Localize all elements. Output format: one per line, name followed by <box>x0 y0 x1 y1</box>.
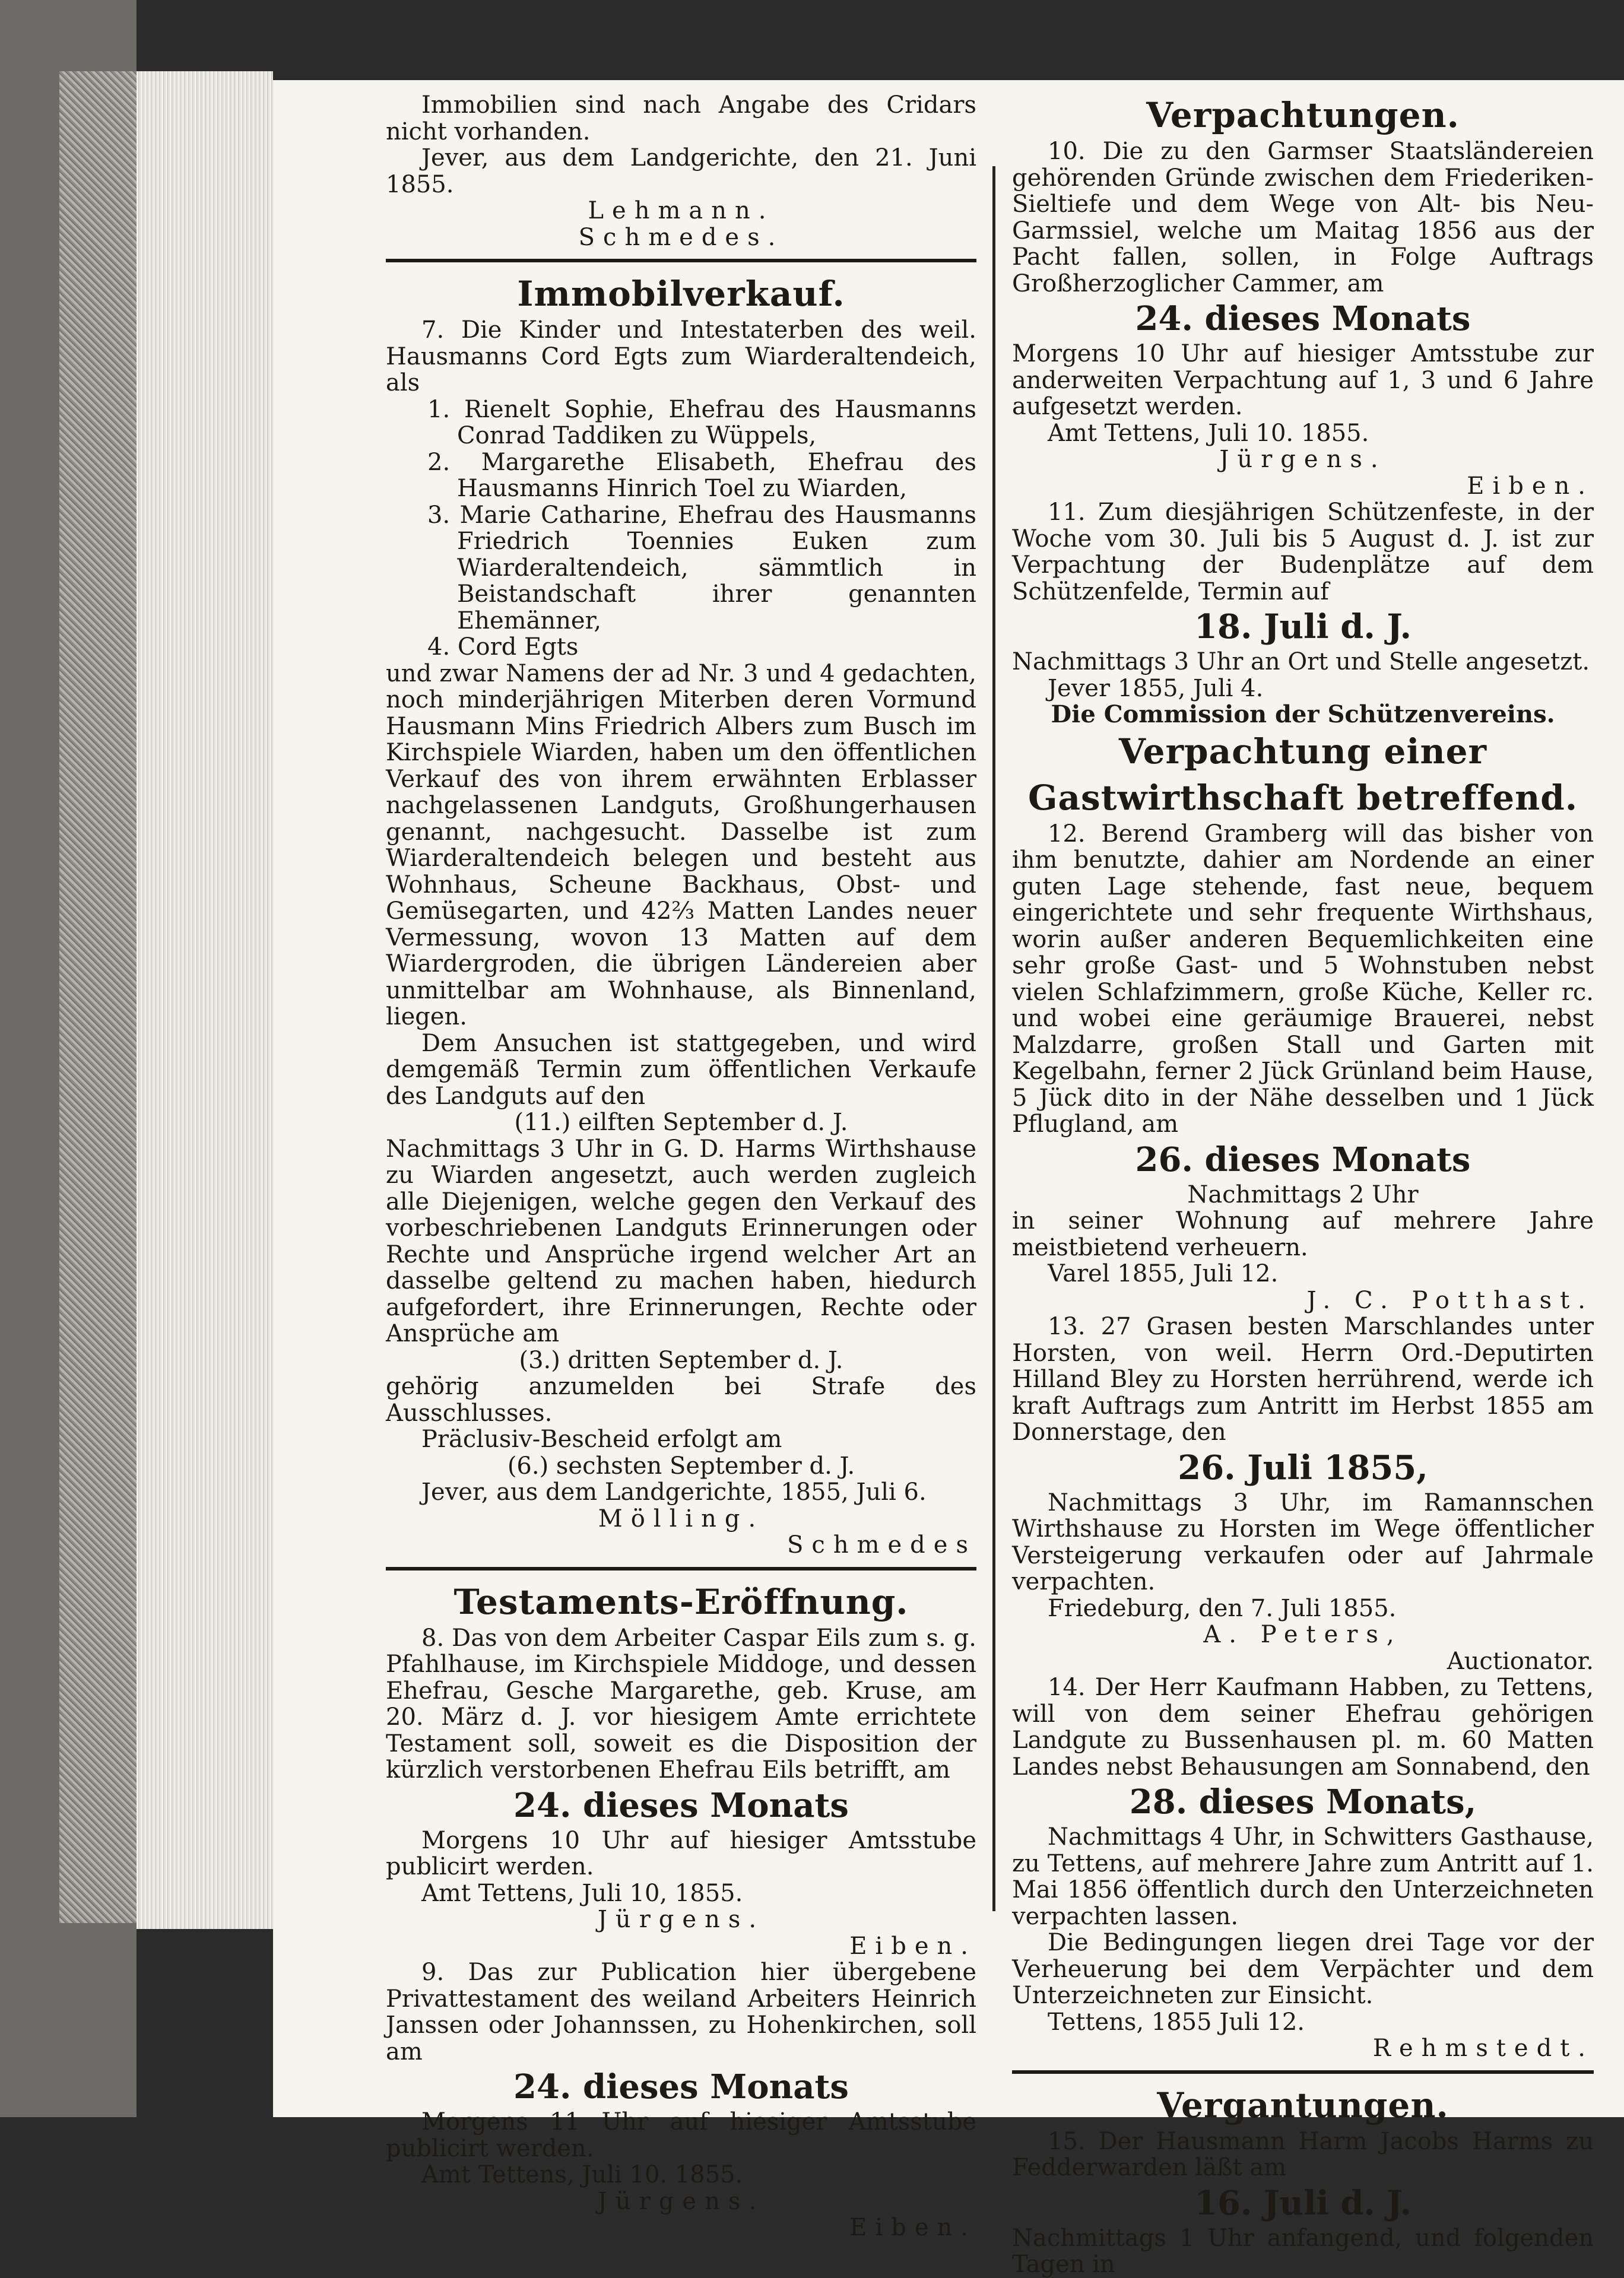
date-line: 28. dieses Monats, <box>1129 1782 1477 1822</box>
paragraph: Nachmittags 4 Uhr, in Schwitters Gasthause, zu Tettens, auf mehrere Jahre zum Antritt auf 1. Mai 1856 öffentlich durch den Unterzeichneten verpachten lassen. <box>1012 1823 1594 1930</box>
paragraph: 7. Die Kinder und Intestaterben des weil. Hausmanns Cord Egts zum Wiarderaltendeich, als <box>386 316 976 396</box>
section-rule <box>1012 2070 1594 2074</box>
signature: Die Commission der Schützenvereins. <box>1051 700 1555 728</box>
paragraph: 13. 27 Grasen besten Marschlandes unter Horsten, von weil. Herrn Ord.-Deputirten Hilland Bley zu Horsten herrührend, werde ich kraft Auftrags zum Antritt im Herbst 1855 am Donnerstage, den <box>1012 1313 1594 1446</box>
signature-title: Auctionator. <box>1447 1647 1594 1675</box>
paragraph: 10. Die zu den Garmser Staatsländereien gehörenden Gründe zwischen dem Friederiken-Sieltiefe und dem Wege von Alt- bis Neu-Garmssiel, welche um Maitag 1856 aus der Pacht fallen, sollen, in Folge Auftrags Großherzoglicher Cammer, am <box>1012 138 1594 297</box>
paragraph: Die Bedingungen liegen drei Tage vor der Verheuerung bei dem Verpächter und dem Unterzeichneten zur Einsicht. <box>1012 1929 1594 2009</box>
section-heading: Immobilverkauf. <box>517 274 845 314</box>
place-date: Tettens, 1855 Juli 12. <box>1048 2008 1305 2036</box>
date-line: 24. dieses Monats <box>513 2067 849 2106</box>
paragraph: Dem Ansuchen ist stattgegeben, und wird demgemäß Termin zum öffentlichen Verkaufe des Landguts auf den <box>386 1029 976 1110</box>
paragraph: und zwar Namens der ad Nr. 3 und 4 gedachten, noch minderjährigen Miterben deren Vormund Hausmann Mins Friedrich Albers zum Busch im Kirchspiele Wiarden, haben um den öffentlichen Verkauf des von ihrem erwähnten Erblasser nachgelassenen Landguts, Großhungerhausen genannt, nachgesucht. Dasselbe ist zum Wiarderaltendeich belegen und besteht aus Wohnhaus, Scheune Backhaus, Obst- und Gemüsegarten, und 42⅔ Matten Landes neuer Vermessung, wovon 13 Matten auf dem Wiardergroden, die übrigen Ländereien aber unmittelbar am Wohnhause, als Binnenland, liegen. <box>386 659 976 1030</box>
signature: Schmedes. <box>578 223 784 251</box>
paragraph: 14. Der Herr Kaufmann Habben, zu Tettens, will von dem seiner Ehefrau gehörigen Landgute zu Bussenhausen pl. m. 60 Matten Landes nebst Behausungen am Sonnabend, den <box>1012 1674 1594 1781</box>
place-date: Amt Tettens, Juli 10, 1855. <box>421 1879 743 1907</box>
signature: J. C. Potthast. <box>1306 1286 1594 1314</box>
left-column <box>386 92 976 2241</box>
section-heading: Verpachtung einer Gastwirthschaft betreffend. <box>1027 731 1578 818</box>
paragraph: Nachmittags 3 Uhr, im Ramannschen Wirthshause zu Horsten im Wege öffentlicher Versteigerung verkaufen oder auf Jahrmale verpachten. <box>1012 1489 1594 1595</box>
date-line: (6.) sechsten September d. J. <box>507 1452 855 1480</box>
date-line: 24. dieses Monats <box>1135 299 1471 338</box>
right-column <box>1012 92 1594 2278</box>
intro-text: Immobilien sind nach Angabe des Cridars nicht vorhanden. <box>386 91 976 145</box>
date-line: (11.) eilften September d. J. <box>514 1109 848 1136</box>
paragraph: gehörig anzumelden bei Strafe des Ausschlusses. <box>386 1373 976 1427</box>
paragraph: Morgens 10 Uhr auf hiesiger Amtsstube publicirt werden. <box>386 1826 976 1880</box>
signature: Rehmstedt. <box>1372 2035 1594 2062</box>
signature: Mölling. <box>598 1505 765 1533</box>
signature: Jürgens. <box>597 1906 765 1933</box>
date-line: 18. Juli d. J. <box>1194 607 1412 646</box>
place-date: Friedeburg, den 7. Juli 1855. <box>1048 1594 1397 1622</box>
paragraph: 9. Das zur Publication hier übergebene Privattestament des weiland Arbeiters Heinrich Janssen oder Johannssen, zu Hohenkirchen, soll am <box>386 1959 976 2066</box>
paragraph: Nachmittags 3 Uhr an Ort und Stelle angesetzt. <box>1012 648 1590 675</box>
intro-place-date: Jever, aus dem Landgerichte, den 21. Juni 1855. <box>386 144 976 198</box>
paragraph: in seiner Wohnung auf mehrere Jahre meistbietend verheuern. <box>1012 1207 1594 1261</box>
place-date: Varel 1855, Juli 12. <box>1048 1260 1279 1287</box>
place-date: Amt Tettens, Juli 10. 1855. <box>1048 419 1369 447</box>
date-line: 26. dieses Monats <box>1135 1140 1471 1179</box>
date-line: (3.) dritten September d. J. <box>519 1346 843 1374</box>
date-line: 24. dieses Monats <box>513 1785 849 1825</box>
place-date: Amt Tettens, Juli 10. 1855. <box>421 2161 743 2188</box>
place-date: Jever 1855, Juli 4. <box>1048 674 1264 702</box>
paragraph: Nachmittags 3 Uhr in G. D. Harms Wirthshause zu Wiarden angesetzt, auch werden zugleich alle Diejenigen, welche gegen den Verkauf des vorbeschriebenen Landguts Erinnerungen oder Rechte und Ansprüche irgend welcher Art an dasselbe geltend zu machen haben, hiedurch aufgefordert, ihre Erinnerungen, Rechte oder Ansprüche am <box>386 1135 976 1347</box>
signature: A. Peters, <box>1203 1621 1403 1648</box>
paragraph: Morgens 10 Uhr auf hiesiger Amtsstube zur anderweiten Verpachtung auf 1, 3 und 6 Jahre aufgesetzt werden. <box>1012 340 1594 420</box>
list-item: 4. Cord Egts <box>427 633 579 661</box>
signature: Jürgens. <box>1219 446 1387 473</box>
list-item: 3. Marie Catharine, Ehefrau des Hausmanns Friedrich Toennies Euken zum Wiarderaltendeich, sämmtlich in Beistandschaft ihrer genannten Ehemänner, <box>427 501 976 634</box>
date-line: 16. Juli d. J. <box>1194 2183 1412 2223</box>
place-date: Jever, aus dem Landgerichte, 1855, Juli 6. <box>421 1479 927 1506</box>
signature: Eiben. <box>1467 472 1594 500</box>
column-divider <box>992 166 995 1911</box>
paragraph: 11. Zum diesjährigen Schützenfeste, in der Woche vom 30. Juli bis 5 August d. J. ist zur Verpachtung der Budenplätze auf dem Schützenfelde, Termin auf <box>1012 499 1594 605</box>
marbled-board <box>59 71 137 1923</box>
paragraph: Morgens 11 Uhr auf hiesiger Amtsstube publicirt werden. <box>386 2108 976 2162</box>
signature: Eiben. <box>849 2214 976 2241</box>
paragraph: 15. Der Hausmann Harm Jacobs Harms zu Fedderwarden läßt am <box>1012 2127 1594 2181</box>
paragraph: 12. Berend Gramberg will das bisher von ihm benutzte, dahier am Nordende an einer guten Lage stehende, fast neue, bequem eingerichtete und sehr frequente Wirthshaus, worin außer anderen Bequemlichkeiten eine sehr große Gast- und 5 Wohnstuben nebst vielen Schlafzimmern, große Küche, Keller rc. und wobei eine geräumige Brauerei, nebst Malzdarre, großen Stall und Garten mit Kegelbahn, ferner 2 Jück Grünland beim Hause, 5 Jück dito in der Nähe desselben und 1 Jück Pflugland, am <box>1012 820 1594 1138</box>
signature: Lehmann. <box>588 197 775 224</box>
list-item: 2. Margarethe Elisabeth, Ehefrau des Hausmanns Hinrich Toel zu Wiarden, <box>427 448 976 502</box>
section-heading: Testaments-Eröffnung. <box>453 1581 909 1622</box>
section-heading: Vergantungen. <box>1157 2085 1449 2125</box>
paragraph: Präclusiv-Bescheid erfolgt am <box>421 1426 782 1453</box>
time-line: Nachmittags 2 Uhr <box>1187 1181 1419 1208</box>
signature: Jürgens. <box>597 2187 765 2215</box>
paragraph: 8. Das von dem Arbeiter Caspar Eils zum s. g. Pfahlhause, im Kirchspiele Middoge, und dessen Ehefrau, Gesche Margarethe, geb. Kruse, am 20. März d. J. vor hiesigem Amte errichtete Testament soll, soweit es die Disposition der kürzlich verstorbenen Ehefrau Eils betrifft, am <box>386 1624 976 1784</box>
date-line: 26. Juli 1855, <box>1178 1448 1428 1487</box>
section-heading: Verpachtungen. <box>1146 95 1460 135</box>
paragraph: Nachmittags 1 Uhr anfangend, und folgenden Tagen in <box>1012 2224 1594 2278</box>
section-rule <box>386 259 976 262</box>
section-rule <box>386 1567 976 1571</box>
list-item: 1. Rienelt Sophie, Ehefrau des Hausmanns Conrad Taddiken zu Wüppels, <box>427 395 976 449</box>
signature: Eiben. <box>849 1932 976 1960</box>
page-edges <box>137 71 273 1929</box>
signature: Schmedes <box>787 1531 976 1559</box>
